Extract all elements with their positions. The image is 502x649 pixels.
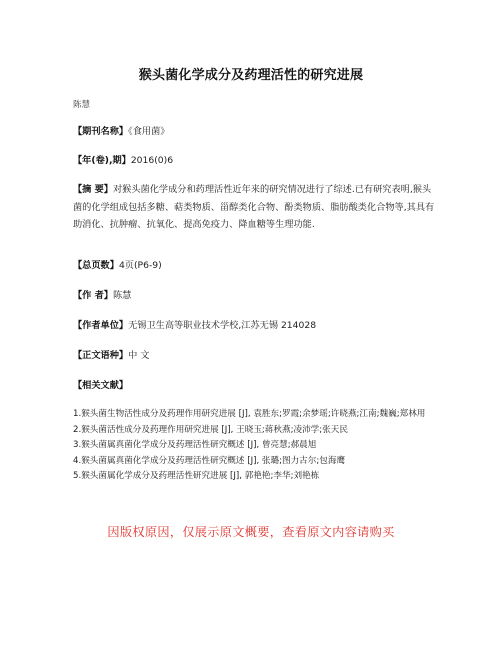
author-label: 【作 者】 bbox=[73, 290, 113, 301]
affiliation-label: 【作者单位】 bbox=[73, 320, 129, 331]
reference-item[interactable]: 2.猴头菌活性成分及药理作用研究进展 [J], 王晓玉;蒋秋燕;凌沛学;张天民 bbox=[73, 424, 348, 435]
abstract-field bbox=[73, 181, 435, 234]
year-issue-value: 2016(0)6 bbox=[130, 155, 174, 166]
reference-item[interactable]: 3.猴头菌属真菌化学成分及药理活性研究概述 [J], 曾亮慧;郝晨旭 bbox=[73, 440, 317, 450]
year-issue-field bbox=[73, 152, 435, 169]
author-field bbox=[73, 287, 435, 304]
author-value: 陈慧 bbox=[112, 290, 132, 301]
year-issue-label: 【年(卷),期】 bbox=[73, 155, 131, 166]
abstract-label: 【摘 要】 bbox=[73, 184, 113, 195]
language-label: 【正文语种】 bbox=[73, 350, 129, 361]
reference-item[interactable]: 5.猴头菌属化学成分及药理活性研究进展 [J], 郭艳艳;李华;刘艳栋 bbox=[73, 471, 320, 481]
journal-value: 《食用菌》 bbox=[128, 126, 170, 137]
pages-label: 【总页数】 bbox=[73, 260, 119, 271]
document-title: 猴头菌化学成分及药理活性的研究进展 bbox=[138, 68, 364, 83]
copyright-notice: 因版权原因，仅展示原文概要，查看原文内容请购买 bbox=[107, 525, 395, 539]
pages-value: 4页(P6-9) bbox=[118, 260, 162, 271]
reference-item[interactable]: 1.猴头菌生物活性成分及药理作用研究进展 [J], 袁胜东;罗霞;余梦瑶;许晓燕;江南;魏巍;郑林用 bbox=[73, 409, 426, 419]
affiliation-field bbox=[73, 317, 435, 334]
language-field bbox=[73, 347, 435, 364]
journal-label: 【期刊名称】 bbox=[73, 126, 129, 137]
author-line: 陈慧 bbox=[73, 100, 91, 110]
references-heading: 【相关文献】 bbox=[73, 380, 129, 391]
references-list bbox=[73, 407, 435, 485]
abstract-value: 对猴头菌化学成分和药理活性近年来的研究情况进行了综述.已有研究表明,猴头菌的化学组成包括多糖、萜类物质、甾醇类化合物、酚类物质、脂肪酸类化合物等,其具有助消化、抗肿瘤、抗氧化、提高免疫力、降血糖等生理功能. bbox=[73, 184, 435, 230]
reference-item[interactable]: 4.猴头菌属真菌化学成分及药理活性研究概述 [J], 张璐;图力古尔;包海鹰 bbox=[73, 455, 346, 466]
pages-field bbox=[73, 257, 435, 274]
affiliation-value: 无锡卫生高等职业技术学校,江苏无锡 214028 bbox=[128, 320, 317, 331]
language-value: 中 文 bbox=[128, 350, 150, 361]
journal-field bbox=[73, 123, 435, 140]
